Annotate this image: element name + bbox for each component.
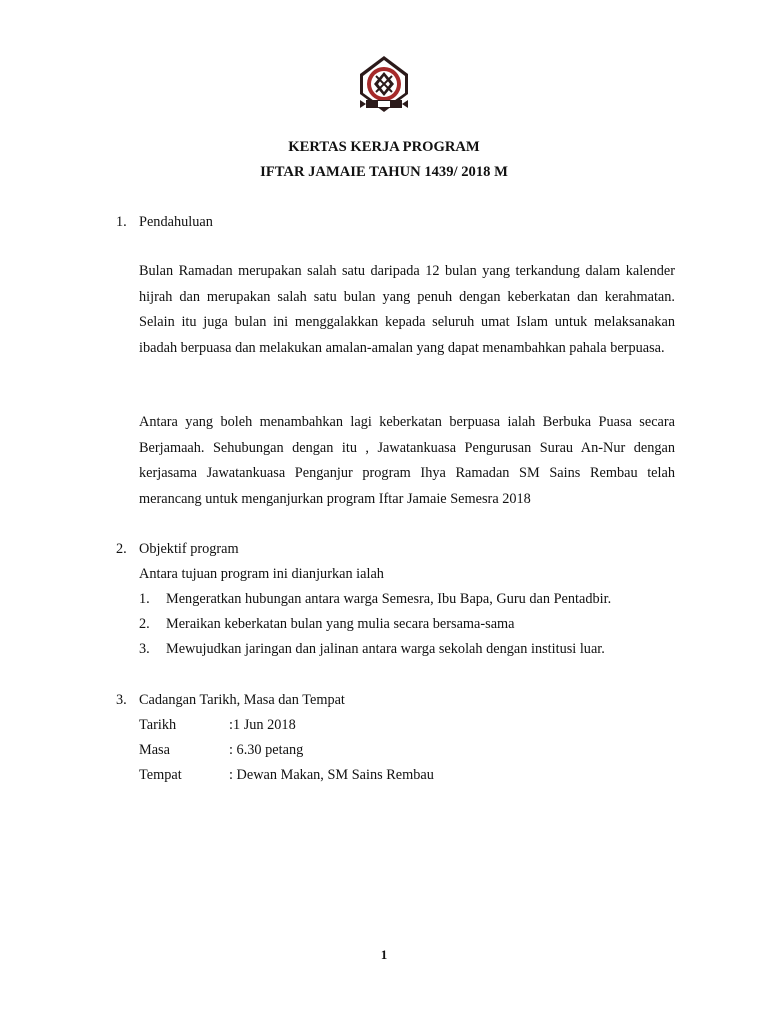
list-item	[139, 639, 605, 659]
detail-row-time	[139, 740, 303, 760]
section-title: Objektif program	[139, 541, 239, 557]
school-crest-icon	[352, 54, 416, 118]
list-item	[139, 589, 611, 609]
list-item-text: Mengeratkan hubungan antara warga Semesra, Ibu Bapa, Guru dan Pentadbir.	[166, 591, 612, 607]
paragraph-intro: Bulan Ramadan merupakan salah satu daripada 12 bulan yang terkandung dalam kalender hijrah dan merupakan salah satu bulan yang penuh dengan keberkatan dan kerahmatan. Selain itu juga bulan ini menggalakkan kepada seluruh umat Islam untuk melaksanakan ibadah berpuasa dan melakukan amalan-amalan yang dapat menambahkan pahala berpuasa.	[139, 263, 675, 356]
document-title: KERTAS KERJA PROGRAM	[288, 139, 480, 155]
section-number: 2.	[116, 541, 127, 557]
detail-label: Tarikh	[139, 717, 177, 733]
list-item-text: Mewujudkan jaringan dan jalinan antara warga sekolah dengan institusi luar.	[166, 641, 605, 657]
list-item-text: Meraikan keberkatan bulan yang mulia secara bersama-sama	[166, 616, 515, 632]
detail-value: :1 Jun 2018	[229, 717, 296, 733]
section-2-heading	[116, 539, 239, 559]
list-item	[139, 614, 515, 634]
detail-row-venue	[139, 765, 434, 785]
detail-value: : Dewan Makan, SM Sains Rembau	[229, 767, 434, 783]
section-1-heading	[116, 212, 213, 232]
section-title: Cadangan Tarikh, Masa dan Tempat	[139, 692, 345, 708]
detail-value: : 6.30 petang	[229, 742, 304, 758]
section-number: 3.	[116, 692, 127, 708]
list-item-number: 1.	[139, 591, 150, 607]
objective-intro: Antara tujuan program ini dianjurkan ialah	[139, 566, 384, 582]
section-3-heading	[116, 690, 345, 710]
page-number: 1	[380, 947, 388, 962]
section-title: Pendahuluan	[139, 214, 213, 230]
detail-row-date	[139, 715, 296, 735]
section-number: 1.	[116, 214, 127, 230]
list-item-number: 3.	[139, 641, 150, 657]
paragraph-background: Antara yang boleh menambahkan lagi keberkatan berpuasa ialah Berbuka Puasa secara Berjamaah. Sehubungan dengan itu , Jawatankuasa Pengurusan Surau An-Nur dengan kerjasama Jawatankuasa Penganjur program Ihya Ramadan SM Sains Rembau telah merancang untuk menganjurkan program Iftar Jamaie Semesra 2018	[139, 414, 675, 507]
detail-label: Masa	[139, 742, 170, 758]
detail-label: Tempat	[139, 767, 182, 783]
document-subtitle: IFTAR JAMAIE TAHUN 1439/ 2018 M	[260, 164, 508, 180]
list-item-number: 2.	[139, 616, 150, 632]
